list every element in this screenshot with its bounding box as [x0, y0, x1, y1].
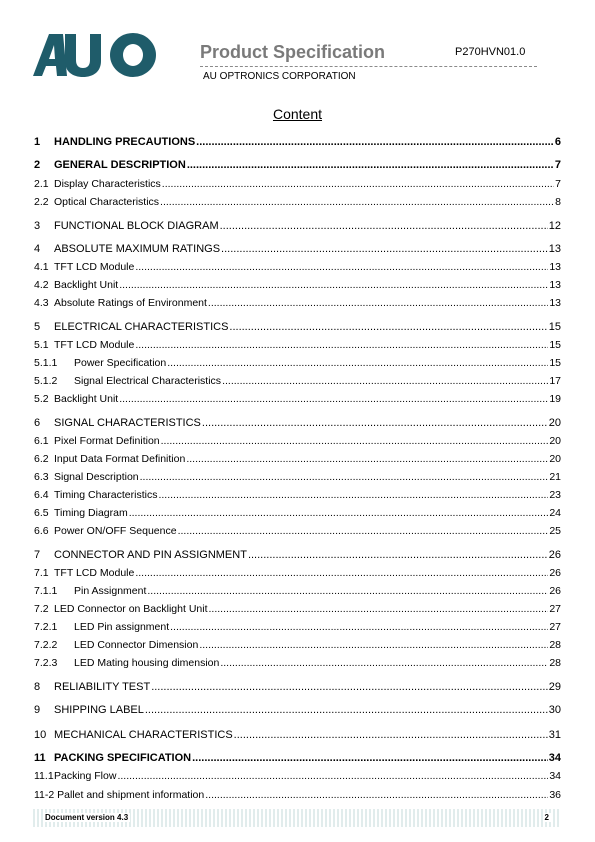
- toc-dot-leader: [158, 489, 548, 501]
- toc-dot-leader: [117, 770, 548, 782]
- toc-dot-leader: [167, 357, 548, 369]
- toc-entry-number: 7.2.1: [34, 621, 58, 633]
- toc-entry[interactable]: [34, 621, 561, 637]
- toc-entry-page: 19: [549, 393, 561, 405]
- content-heading: Content: [272, 106, 323, 122]
- toc-dot-leader: [202, 417, 548, 429]
- toc-entry-page: 15: [549, 357, 561, 369]
- document-version: Document version 4.3: [45, 813, 129, 822]
- toc-entry[interactable]: [34, 196, 561, 212]
- toc-entry-number: 6.6: [34, 525, 49, 537]
- toc-entry-page: 15: [549, 339, 561, 351]
- toc-entry-page: 28: [549, 639, 561, 651]
- toc-entry[interactable]: [34, 393, 561, 409]
- toc-dot-leader: [248, 549, 548, 561]
- toc-entry[interactable]: [34, 220, 561, 236]
- toc-dot-leader: [229, 321, 547, 333]
- toc-dot-leader: [151, 681, 548, 693]
- toc-entry-page: 20: [548, 417, 561, 429]
- footer-bar: [33, 809, 561, 827]
- toc-entry-number: 8: [34, 681, 41, 693]
- toc-entry-number: 4.1: [34, 261, 49, 273]
- toc-entry-page: 21: [549, 471, 561, 483]
- toc-entry-page: 23: [549, 489, 561, 501]
- toc-dot-leader: [147, 585, 548, 597]
- toc-entry-page: 15: [548, 321, 561, 333]
- toc-entry-title: RELIABILITY TEST: [54, 681, 151, 693]
- toc-entry-title: TFT LCD Module: [54, 567, 135, 579]
- toc-entry-title: CONNECTOR AND PIN ASSIGNMENT: [54, 549, 247, 561]
- toc-entry-number: 2: [34, 159, 41, 171]
- toc-entry-number: 11.1: [34, 770, 54, 782]
- toc-dot-leader: [135, 339, 548, 351]
- toc-entry-number: 6: [34, 417, 41, 429]
- toc-entry-title: HANDLING PRECAUTIONS: [54, 136, 196, 148]
- toc-entry[interactable]: [34, 549, 561, 565]
- toc-entry-page: 26: [549, 567, 561, 579]
- toc-entry[interactable]: [34, 357, 561, 373]
- toc-dot-leader: [170, 621, 548, 633]
- toc-entry[interactable]: [34, 489, 561, 505]
- toc-dot-leader: [178, 525, 549, 537]
- toc-entry-title: LED Connector on Backlight Unit: [54, 603, 208, 615]
- toc-entry-title: Backlight Unit: [54, 279, 119, 291]
- toc-entry-title: 11-2 Pallet and shipment information: [34, 789, 205, 801]
- toc-entry-number: 5: [34, 321, 41, 333]
- toc-entry-number: 7: [34, 549, 41, 561]
- toc-entry-number: 6.3: [34, 471, 49, 483]
- toc-dot-leader: [135, 261, 548, 273]
- toc-entry-title: ABSOLUTE MAXIMUM RATINGS: [54, 243, 221, 255]
- toc-entry-page: 30: [548, 704, 561, 716]
- company-name: AU OPTRONICS CORPORATION: [203, 71, 356, 82]
- toc-entry-page: 12: [548, 220, 561, 232]
- toc-entry-title: TFT LCD Module: [54, 339, 135, 351]
- toc-entry-page: 27: [549, 603, 561, 615]
- toc-entry-page: 25: [549, 525, 561, 537]
- toc-entry[interactable]: [34, 585, 561, 601]
- toc-dot-leader: [199, 639, 548, 651]
- toc-entry-title: Timing Diagram: [54, 507, 128, 519]
- toc-entry-number: 7.2: [34, 603, 49, 615]
- toc-entry-page: 24: [549, 507, 561, 519]
- toc-dot-leader: [160, 196, 554, 208]
- toc-entry-title: Power ON/OFF Sequence: [54, 525, 177, 537]
- header-divider: [200, 66, 537, 67]
- toc-entry-title: GENERAL DESCRIPTION: [54, 159, 186, 171]
- toc-entry-number: 6.5: [34, 507, 49, 519]
- toc-dot-leader: [119, 393, 548, 405]
- auo-logo: [33, 33, 157, 77]
- toc-entry[interactable]: [34, 178, 561, 194]
- toc-entry[interactable]: [34, 453, 561, 469]
- toc-entry-page: 29: [548, 681, 561, 693]
- toc-entry-title: TFT LCD Module: [54, 261, 135, 273]
- toc-entry-number: 4.3: [34, 297, 49, 309]
- toc-dot-leader: [119, 279, 548, 291]
- toc-entry-title: Timing Characteristics: [54, 489, 158, 501]
- toc-dot-leader: [140, 471, 549, 483]
- toc-entry-number: 6.4: [34, 489, 49, 501]
- toc-entry[interactable]: [34, 297, 561, 313]
- toc-entry[interactable]: [34, 435, 561, 451]
- toc-dot-leader: [129, 507, 549, 519]
- page-number: 2: [544, 813, 549, 822]
- toc-entry-page: 13: [548, 243, 561, 255]
- toc-entry-number: 11: [34, 752, 46, 764]
- toc-dot-leader: [192, 752, 548, 764]
- toc-dot-leader: [187, 159, 554, 171]
- toc-entry[interactable]: [34, 136, 561, 152]
- toc-entry[interactable]: [34, 770, 561, 786]
- toc-entry-title: Input Data Format Definition: [54, 453, 186, 465]
- toc-entry-page: 20: [549, 453, 561, 465]
- toc-entry-number: 10: [34, 729, 47, 741]
- toc-entry-page: 26: [548, 549, 561, 561]
- toc-dot-leader: [209, 603, 549, 615]
- toc-dot-leader: [208, 297, 548, 309]
- toc-entry-number: 5.1.2: [34, 375, 58, 387]
- toc-entry-page: 20: [549, 435, 561, 447]
- toc-entry[interactable]: [34, 525, 561, 541]
- toc-entry[interactable]: [34, 375, 561, 391]
- toc-entry-number: 6.2: [34, 453, 49, 465]
- toc-entry-page: 34: [549, 770, 561, 782]
- toc-entry[interactable]: [34, 681, 561, 697]
- toc-entry-number: 7.1.1: [34, 585, 58, 597]
- toc-entry-title: LED Pin assignment: [74, 621, 170, 633]
- toc-entry[interactable]: [34, 243, 561, 259]
- toc-entry-number: 2.1: [34, 178, 49, 190]
- toc-entry[interactable]: [34, 603, 561, 619]
- toc-entry[interactable]: [34, 567, 561, 583]
- toc-entry-title: Signal Electrical Characteristics: [74, 375, 222, 387]
- toc-entry-number: 5.1.1: [34, 357, 58, 369]
- toc-dot-leader: [161, 435, 549, 447]
- toc-entry-number: 6.1: [34, 435, 49, 447]
- toc-entry-title: PACKING SPECIFICATION: [54, 752, 192, 764]
- toc-entry-page: 8: [555, 196, 561, 208]
- toc-entry[interactable]: [34, 471, 561, 487]
- toc-entry[interactable]: [34, 159, 561, 175]
- toc-entry-title: LED Connector Dimension: [74, 639, 199, 651]
- toc-entry-number: 7.1: [34, 567, 49, 579]
- toc-entry[interactable]: [34, 507, 561, 523]
- toc-entry-title: Pin Assignment: [74, 585, 147, 597]
- toc-entry-page: 17: [549, 375, 561, 387]
- toc-entry-page: 7: [555, 178, 561, 190]
- toc-entry-number: 7.2.2: [34, 639, 58, 651]
- toc-entry[interactable]: [34, 752, 561, 768]
- toc-entry-number: 3: [34, 220, 41, 232]
- toc-entry[interactable]: [34, 321, 561, 337]
- toc-entry-number: 4: [34, 243, 41, 255]
- toc-entry-page: 28: [549, 657, 561, 669]
- toc-entry[interactable]: [34, 704, 561, 720]
- toc-entry-number: 4.2: [34, 279, 49, 291]
- document-title: Product Specification: [200, 42, 386, 62]
- toc-entry-title: ELECTRICAL CHARACTERISTICS: [54, 321, 229, 333]
- toc-entry-number: 7.2.3: [34, 657, 58, 669]
- toc-entry-title: MECHANICAL CHARACTERISTICS: [54, 729, 233, 741]
- toc-entry[interactable]: [34, 261, 561, 277]
- toc-dot-leader: [220, 657, 548, 669]
- toc-entry-title: LED Mating housing dimension: [74, 657, 220, 669]
- toc-entry[interactable]: [34, 279, 561, 295]
- toc-entry-title: Pixel Format Definition: [54, 435, 160, 447]
- toc-entry-page: 36: [549, 789, 561, 801]
- toc-entry[interactable]: [34, 789, 561, 805]
- toc-entry-number: 2.2: [34, 196, 49, 208]
- toc-entry-number: 5.1: [34, 339, 49, 351]
- toc-dot-leader: [220, 220, 548, 232]
- toc-dot-leader: [135, 567, 548, 579]
- toc-entry-page: 13: [549, 297, 561, 309]
- toc-dot-leader: [221, 243, 548, 255]
- toc-entry-title: Signal Description: [54, 471, 139, 483]
- toc-entry-title: FUNCTIONAL BLOCK DIAGRAM: [54, 220, 219, 232]
- toc-dot-leader: [186, 453, 548, 465]
- toc-entry-page: 26: [549, 585, 561, 597]
- toc-dot-leader: [162, 178, 554, 190]
- toc-dot-leader: [145, 704, 548, 716]
- toc-entry-title: Display Characteristics: [54, 178, 161, 190]
- toc-dot-leader: [222, 375, 548, 387]
- toc-entry[interactable]: [34, 417, 561, 433]
- toc-entry[interactable]: [34, 639, 561, 655]
- toc-entry[interactable]: [34, 657, 561, 673]
- toc-entry-number: 9: [34, 704, 41, 716]
- toc-dot-leader: [205, 789, 548, 801]
- toc-entry[interactable]: [34, 339, 561, 355]
- toc-entry-page: 13: [549, 261, 561, 273]
- toc-entry-page: 27: [549, 621, 561, 633]
- toc-entry-page: 6: [554, 136, 561, 148]
- toc-entry-number: 5.2: [34, 393, 49, 405]
- toc-entry-page: 34: [548, 752, 561, 764]
- toc-entry-title: Power Specification: [74, 357, 167, 369]
- toc-dot-leader: [234, 729, 548, 741]
- model-number: P270HVN01.0: [455, 46, 526, 58]
- toc-entry-page: 13: [549, 279, 561, 291]
- toc-entry-title: Absolute Ratings of Environment: [54, 297, 207, 309]
- toc-entry-title: Backlight Unit: [54, 393, 119, 405]
- toc-entry-title: SHIPPING LABEL: [54, 704, 144, 716]
- toc-entry-page: 31: [548, 729, 561, 741]
- toc-dot-leader: [196, 136, 554, 148]
- toc-entry-title: Optical Characteristics: [54, 196, 160, 208]
- toc-entry[interactable]: [34, 729, 561, 745]
- toc-entry-number: 1: [34, 136, 41, 148]
- toc-entry-title: Packing Flow: [54, 770, 117, 782]
- toc-entry-title: SIGNAL CHARACTERISTICS: [54, 417, 201, 429]
- toc-entry-page: 7: [554, 159, 561, 171]
